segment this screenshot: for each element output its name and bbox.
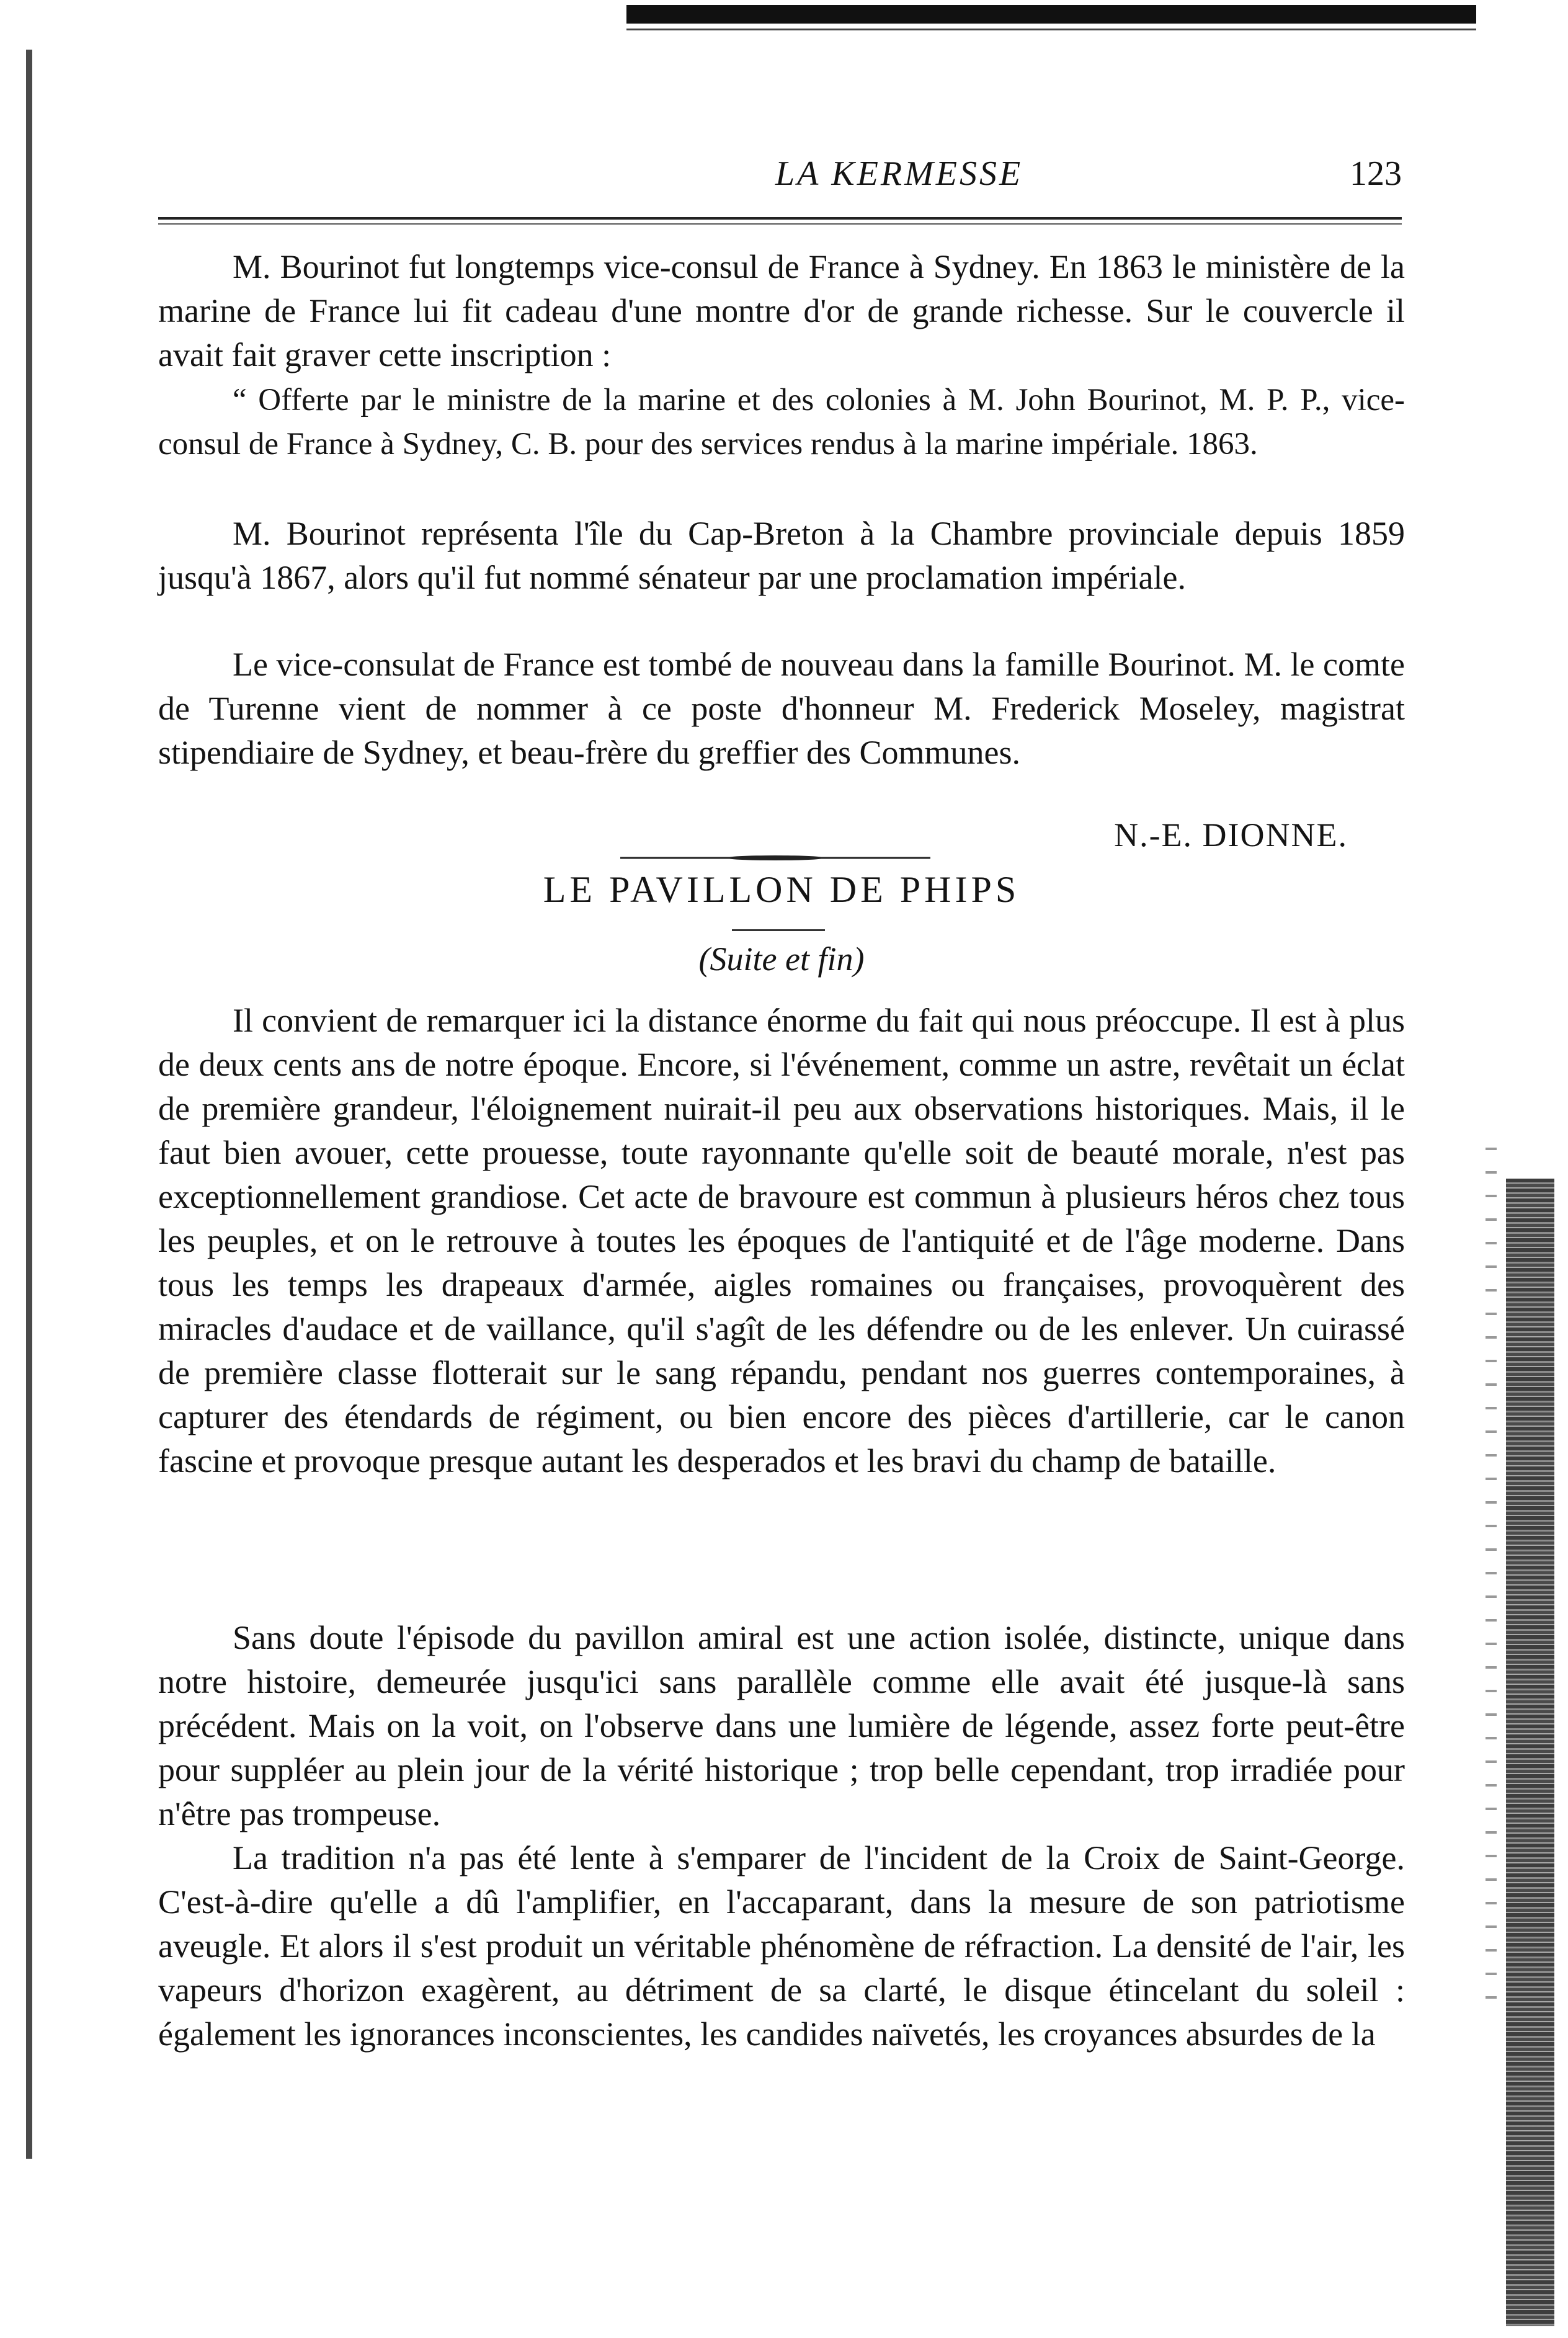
article2-paragraph-1: Il convient de remarquer ici la distance énorme du fait qui nous préoccupe. Il est à plus de deux cents ans de notre époque. Encore, si l'événement, comme un astre, revêtait un éclat de première grandeur, l'éloignement nuirait-il peu aux observations historiques. Mais, il le faut bien avouer, cette prouesse, toute rayonnante qu'elle soit de beauté morale, n'est pas exceptionnellement grandiose. Cet acte de bravoure est commun à plusieurs héros chez tous les peuples, et on le retrouve à toutes les époques de l'antiquité et de l'âge moderne. Dans tous les temps les drapeaux d'armée, aigles romaines ou françaises, provoquèrent des miracles d'audace et de vaillance, qu'il s'agît de les défendre ou de les enlever. Un cuirassé de première classe flotterait sur le sang répandu, pendant nos guerres contemporaines, à capturer des étendards de régiment, ou bien encore des pièces d'artillerie, car le canon fascine et provoque presque autant les desperados et les bravi du champ de bataille. — [158, 1002, 1405, 1479]
article2-paragraph-2: Sans doute l'épisode du pavillon amiral est une action isolée, distincte, unique dans notre histoire, demeurée jusqu'ici sans parallèle comme elle avait été jusque-là sans précédent. Mais on la voit, on l'observe dans une lumière de légende, assez forte peut-être pour suppléer au plein jour de la vérité historique ; trop belle cependant, trop irradiée pour n'être pas trompeuse. — [158, 1619, 1405, 1832]
page-header — [161, 154, 1402, 203]
article1-paragraph-2: M. Bourinot représenta l'île du Cap-Breton à la Chambre provinciale depuis 1859 jusqu'à 1867, alors qu'il fut nommé sénateur par une proclamation impériale. — [158, 515, 1405, 596]
article1-paragraph-1: M. Bourinot fut longtemps vice-consul de France à Sydney. En 1863 le ministère de la marine de France lui fit cadeau d'une montre d'or de grande richesse. Sur le couvercle il avait fait graver cette inscription : — [158, 248, 1405, 373]
top-scan-rule-thin — [626, 29, 1476, 30]
section-title: LE PAVILLON DE PHIPS — [543, 869, 1020, 910]
section-subtitle: (Suite et fin) — [698, 940, 865, 978]
article1-paragraph-3: Le vice-consulat de France est tombé de nouveau dans la famille Bourinot. M. le comte de Turenne vient de nommer à ce poste d'honneur M. Frederick Moseley, magistrat stipendiaire de Sydney, et beau-frère du greffier des Communes. — [158, 646, 1405, 771]
title-rule — [732, 929, 825, 931]
running-head: LA KERMESSE — [775, 154, 1023, 193]
page-number: 123 — [1350, 154, 1402, 193]
left-scan-edge — [26, 50, 32, 2159]
right-scan-specks — [1486, 1148, 1497, 2016]
header-rule — [158, 217, 1402, 220]
article1-quote: “ Offerte par le ministre de la marine et des colonies à M. John Bourinot, M. P. P., vice-consul de France à Sydney, C. B. pour des services rendus à la marine impériale. 1863. — [158, 383, 1405, 462]
section-ornament — [620, 855, 930, 861]
top-scan-rule — [626, 5, 1476, 24]
article2-paragraph-3: La tradition n'a pas été lente à s'emparer de l'incident de la Croix de Saint-George. C'est-à-dire qu'elle a dû l'amplifier, en l'accaparant, dans la mesure de son patriotisme aveugle. Et alors il s'est produit un véritable phénomène de réfraction. La densité de l'air, les vapeurs d'horizon exagèrent, au détriment de sa clarté, le disque étincelant du soleil : également les ignorances inconscientes, les candides naïvetés, les croyances absurdes de la — [158, 1839, 1405, 2053]
header-rule-thin — [158, 223, 1402, 225]
author-signature: N.-E. DIONNE. — [1114, 816, 1348, 854]
right-scan-edge — [1506, 1179, 1554, 2326]
